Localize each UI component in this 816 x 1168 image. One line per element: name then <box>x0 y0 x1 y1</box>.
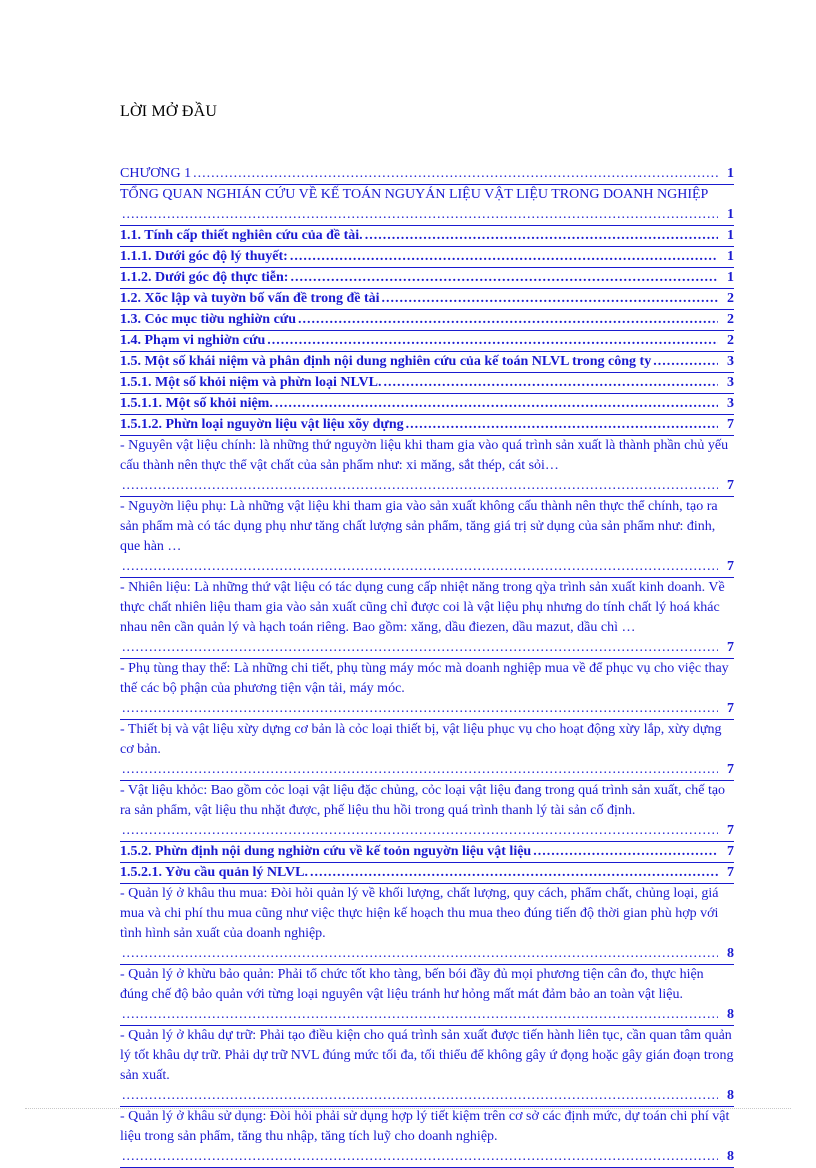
toc-entry-link[interactable] <box>120 781 734 842</box>
toc-entry-text: - Quản lý ở khâu sử dụng: Đòi hỏi phải sử dụng hợp lý tiết kiệm trên cơ sở các định mức, dự toán chi phí vật liệu trong sản phẩm, tăng thu nhập, tăng tích luỹ cho doanh nghiệp. <box>120 1109 730 1144</box>
toc-entry-link[interactable] <box>120 247 734 268</box>
table-of-contents <box>120 164 734 1168</box>
toc-entry-text: 1.5. Một số khái niệm và phân định nội dung nghiên cứu của kế toán NLVL trong công ty <box>120 354 652 369</box>
toc-entry-text: TỔNG QUAN NGHIÁN CỨU VỀ KẾ TOÁN NGUYÁN LIỆU VẬT LIỆU TRONG DOANH NGHIỆP <box>120 187 709 202</box>
toc-entry-link[interactable] <box>120 289 734 310</box>
toc-entry-text: - Nguyên vật liệu chính: là những thứ nguyờn liệu khi tham gia vào quá trình sản xuất là thành phần chủ yếu cấu thành nên thực thể vật chất của sản phẩm như: xi măng, sắt thép, cát sỏi… <box>120 438 729 473</box>
toc-entry-text: - Thiết bị và vật liệu xừy dựng cơ bản là cỏc loại thiết bị, vật liệu phục vụ cho hoạt động xừy lắp, xừy dựng cơ bản. <box>120 722 722 757</box>
toc-entry-text: - Phụ tùng thay thế: Là những chi tiết, phụ tùng máy móc mà doanh nghiệp mua về để phục vụ cho việc thay thế các bộ phận của phương tiện vận tải, máy móc. <box>120 661 729 696</box>
toc-entry-text: 1.5.2. Phừn định nội dung nghiờn cứu về kế toỏn nguyờn liệu vật liệu <box>120 844 532 859</box>
toc-leader-dots <box>122 638 718 658</box>
toc-entry-link[interactable] <box>120 497 734 578</box>
toc-entry-text: - Vật liệu khỏc: Bao gồm cỏc loại vật liệu đặc chủng, cỏc loại vật liệu đang trong quá trình sản xuất, chế tạo ra sản phẩm, vật liệu thu nhặt được, phế liệu thu hồi trong quá trình thanh lý tài sản cố định. <box>120 783 726 818</box>
toc-entry-link[interactable] <box>120 185 734 226</box>
toc-page-number: 1 <box>727 270 734 285</box>
toc-page-number: 1 <box>727 249 734 264</box>
toc-entry-text: 1.1.2. Dưới góc độ thực tiễn: <box>120 270 289 285</box>
toc-entry-text: 1.5.1.2. Phừn loại nguyờn liệu vật liệu xõy dựng <box>120 417 404 432</box>
toc-page-number: 3 <box>727 354 734 369</box>
toc-entry-text: 1.4. Phạm vi nghiờn cứu <box>120 333 266 348</box>
toc-page-number: 2 <box>727 312 734 327</box>
toc-entry-link[interactable] <box>120 268 734 289</box>
toc-entry-link[interactable] <box>120 965 734 1026</box>
toc-entry-text: - Nguyờn liệu phụ: Là những vật liệu khi tham gia vào sản xuất không cấu thành nên thực thể chính, tạo ra sản phẩm mà có tác dụng phụ như tăng chất lượng sản phẩm, tăng giá trị sử dụng của sản phẩm như: đinh, que hàn … <box>120 499 718 554</box>
toc-leader-dots <box>290 247 718 267</box>
toc-page-number: 7 <box>727 559 734 574</box>
toc-leader-dots <box>406 415 718 435</box>
toc-page-number: 1 <box>727 207 734 222</box>
toc-leader-dots <box>122 476 718 496</box>
toc-entry-text: - Quản lý ở khâu dự trữ: Phải tạo điều kiện cho quá trình sản xuất được tiến hành liên tục, cần quan tâm quản lý tốt khâu dự trữ. Phải dự trữ NVL đúng mức tối đa, tối thiểu để không gây ứ đọng hoặc gây gián đoạn trong sản xuất. <box>120 1028 734 1083</box>
toc-entry-link[interactable] <box>120 1026 734 1107</box>
toc-entry-link[interactable] <box>120 578 734 659</box>
page-title: LỜI MỞ ĐẦU <box>120 103 218 120</box>
toc-page-number: 7 <box>727 417 734 432</box>
toc-entry-link[interactable] <box>120 842 734 863</box>
toc-entry-text: CHƯƠNG 1 <box>120 166 192 181</box>
toc-page-number: 8 <box>727 946 734 961</box>
toc-entry-text: - Quản lý ở khâu thu mua: Đòi hỏi quản lý về khối lượng, chất lượng, quy cách, phẩm chất, chủng loại, giá mua và chi phí thu mua cũng như việc thực hiện kế hoạch thu mua theo đúng tiến độ thời gian phù hợp với tình hình sản xuất của doanh nghiệp. <box>120 886 719 941</box>
toc-entry-text: - Quản lý ở khừu bảo quản: Phải tổ chức tốt kho tàng, bến bói đầy đủ mọi phương tiện cân đo, thực hiện đúng chế độ bảo quản với từng loại nguyên vật liệu tránh hư hỏng mất mát đảm bảo an toàn vật liệu. <box>120 967 704 1002</box>
toc-entry-link[interactable] <box>120 310 734 331</box>
toc-entry-link[interactable] <box>120 863 734 884</box>
toc-leader-dots <box>290 268 718 288</box>
toc-entry-text: - Nhiên liệu: Là những thứ vật liệu có tác dụng cung cấp nhiệt năng trong qỳa trình sản xuất kinh doanh. Về thực chất nhiên liệu tham gia vào sản xuất cũng chỉ được coi là vật liệu phụ nhưng do tính chất lý hoá khác nhau nên cần quản lý và hạch toán riêng. Bao gồm: xăng, dầu điezen, dầu mazut, dầu chì … <box>120 580 725 635</box>
toc-leader-dots <box>533 842 718 862</box>
toc-leader-dots <box>122 821 718 841</box>
toc-leader-dots <box>193 164 718 184</box>
toc-leader-dots <box>382 289 718 309</box>
toc-entry-link[interactable] <box>120 436 734 497</box>
toc-page-number: 7 <box>727 640 734 655</box>
toc-leader-dots <box>122 205 718 225</box>
toc-page-number: 1 <box>727 228 734 243</box>
toc-entry-link[interactable] <box>120 352 734 373</box>
toc-entry-link[interactable] <box>120 164 734 185</box>
toc-entry-link[interactable] <box>120 884 734 965</box>
toc-entry-text: 1.5.1.1. Một số khỏi niệm. <box>120 396 273 411</box>
toc-entry-link[interactable] <box>120 720 734 781</box>
toc-page-number: 2 <box>727 333 734 348</box>
toc-leader-dots <box>122 760 718 780</box>
toc-page-number: 7 <box>727 823 734 838</box>
toc-entry-text: 1.5.2.1. Yờu cầu quản lý NLVL. <box>120 865 308 880</box>
toc-leader-dots <box>298 310 718 330</box>
toc-entry-link[interactable] <box>120 226 734 247</box>
toc-entry-text: 1.3. Cỏc mục tiờu nghiờn cứu <box>120 312 296 327</box>
toc-page-number: 8 <box>727 1088 734 1103</box>
toc-entry-text: 1.5.1. Một số khỏi niệm và phừn loại NLVL. <box>120 375 382 390</box>
toc-leader-dots <box>122 1005 718 1025</box>
toc-entry-link[interactable] <box>120 659 734 720</box>
toc-entry-link[interactable] <box>120 331 734 352</box>
toc-page-number: 7 <box>727 701 734 716</box>
toc-page-number: 1 <box>727 166 734 181</box>
toc-entry-link[interactable] <box>120 394 734 415</box>
toc-entry-link[interactable] <box>120 415 734 436</box>
toc-leader-dots <box>384 373 719 393</box>
toc-leader-dots <box>122 1086 718 1106</box>
toc-page-number: 2 <box>727 291 734 306</box>
toc-entry-text: 1.1. Tính cấp thiết nghiên cứu của đề tài. <box>120 228 363 243</box>
page-bottom-divider <box>25 1108 791 1109</box>
toc-leader-dots <box>365 226 718 246</box>
toc-leader-dots <box>267 331 718 351</box>
toc-page-number: 7 <box>727 844 734 859</box>
toc-page-number: 7 <box>727 478 734 493</box>
toc-leader-dots <box>653 352 718 372</box>
toc-page-number: 3 <box>727 396 734 411</box>
toc-leader-dots <box>122 1147 718 1167</box>
toc-page-number: 8 <box>727 1149 734 1164</box>
toc-entry-link[interactable] <box>120 1107 734 1168</box>
toc-leader-dots <box>122 699 718 719</box>
toc-leader-dots <box>310 863 718 883</box>
toc-leader-dots <box>122 944 718 964</box>
toc-page-number: 7 <box>727 865 734 880</box>
toc-entry-text: 1.2. Xõc lập và tuyờn bố vấn đề trong đề tài <box>120 291 380 306</box>
toc-entry-text: 1.1.1. Dưới góc độ lý thuyết: <box>120 249 288 264</box>
toc-entry-link[interactable] <box>120 373 734 394</box>
toc-page-number: 8 <box>727 1007 734 1022</box>
toc-page-number: 3 <box>727 375 734 390</box>
toc-leader-dots <box>122 557 718 577</box>
toc-leader-dots <box>275 394 718 414</box>
toc-page-number: 7 <box>727 762 734 777</box>
